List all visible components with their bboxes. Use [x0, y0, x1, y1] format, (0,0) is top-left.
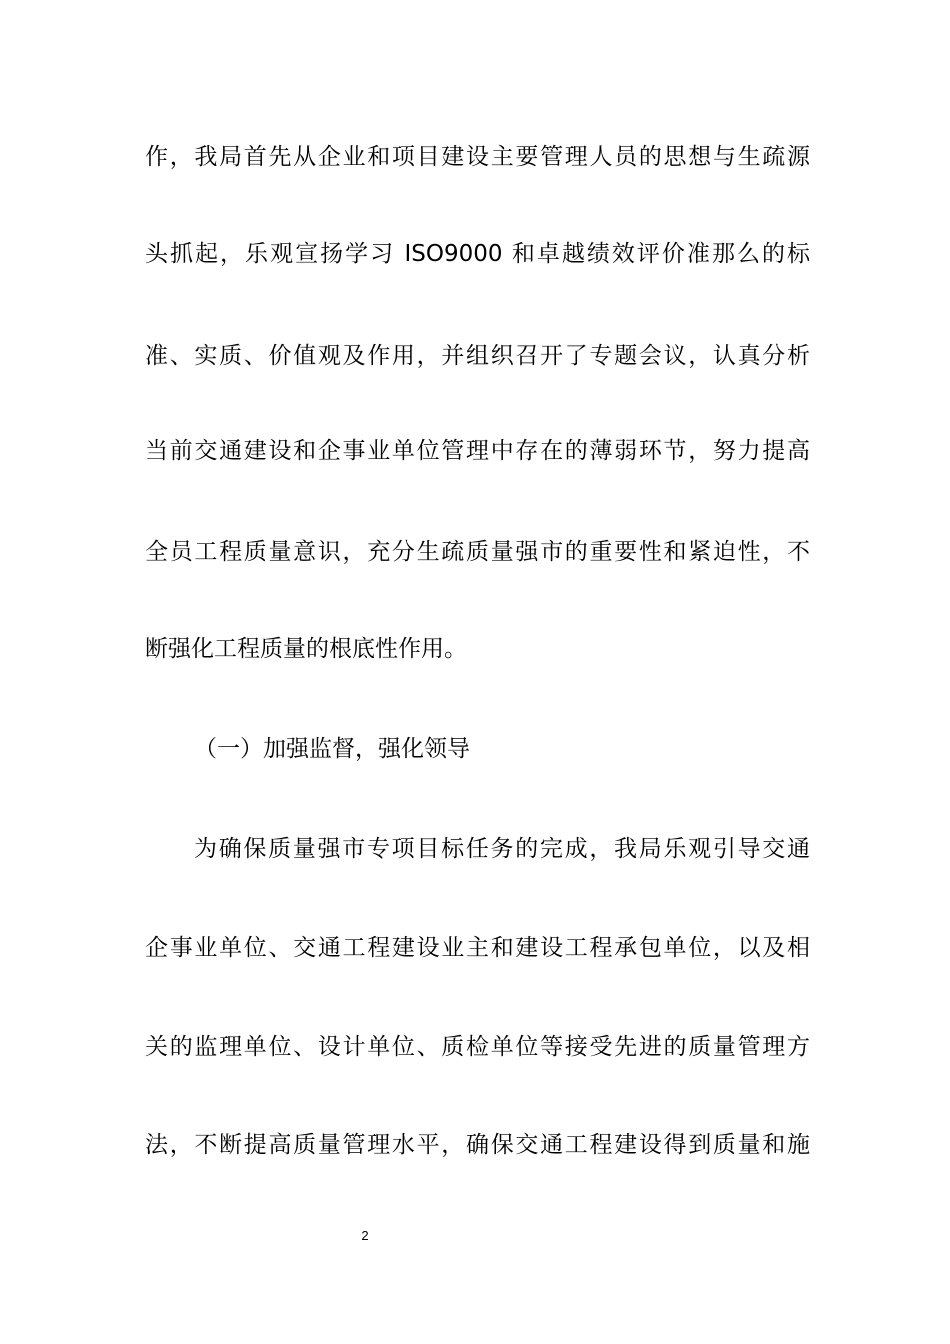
paragraph-first-line: 为确保质量强市专项目标任务的完成，我局乐观引导交通 — [194, 836, 810, 862]
body-text-line: 企事业单位、交通工程建设业主和建设工程承包单位，以及相 — [145, 935, 810, 961]
body-text-line: 关的监理单位、设计单位、质检单位等接受先进的质量管理方 — [145, 1034, 810, 1060]
body-text-line: 头抓起，乐观宣扬学习 ISO9000 和卓越绩效评价准那么的标 — [145, 241, 810, 267]
body-text-line: 法，不断提高质量管理水平，确保交通工程建设得到质量和施 — [145, 1132, 810, 1158]
body-text-line: 作，我局首先从企业和项目建设主要管理人员的思想与生疏源 — [145, 144, 810, 170]
body-text-line: 当前交通建设和企事业单位管理中存在的薄弱环节，努力提高 — [145, 438, 810, 464]
section-heading: （一）加强监督，强化领导 — [194, 736, 470, 762]
page-number: 2 — [361, 1228, 369, 1243]
body-text-line: 断强化工程质量的根底性作用。 — [145, 636, 467, 662]
body-text-line: 全员工程质量意识，充分生疏质量强市的重要性和紧迫性，不 — [145, 539, 810, 565]
body-text-line: 准、实质、价值观及作用，并组织召开了专题会议，认真分析 — [145, 343, 810, 369]
